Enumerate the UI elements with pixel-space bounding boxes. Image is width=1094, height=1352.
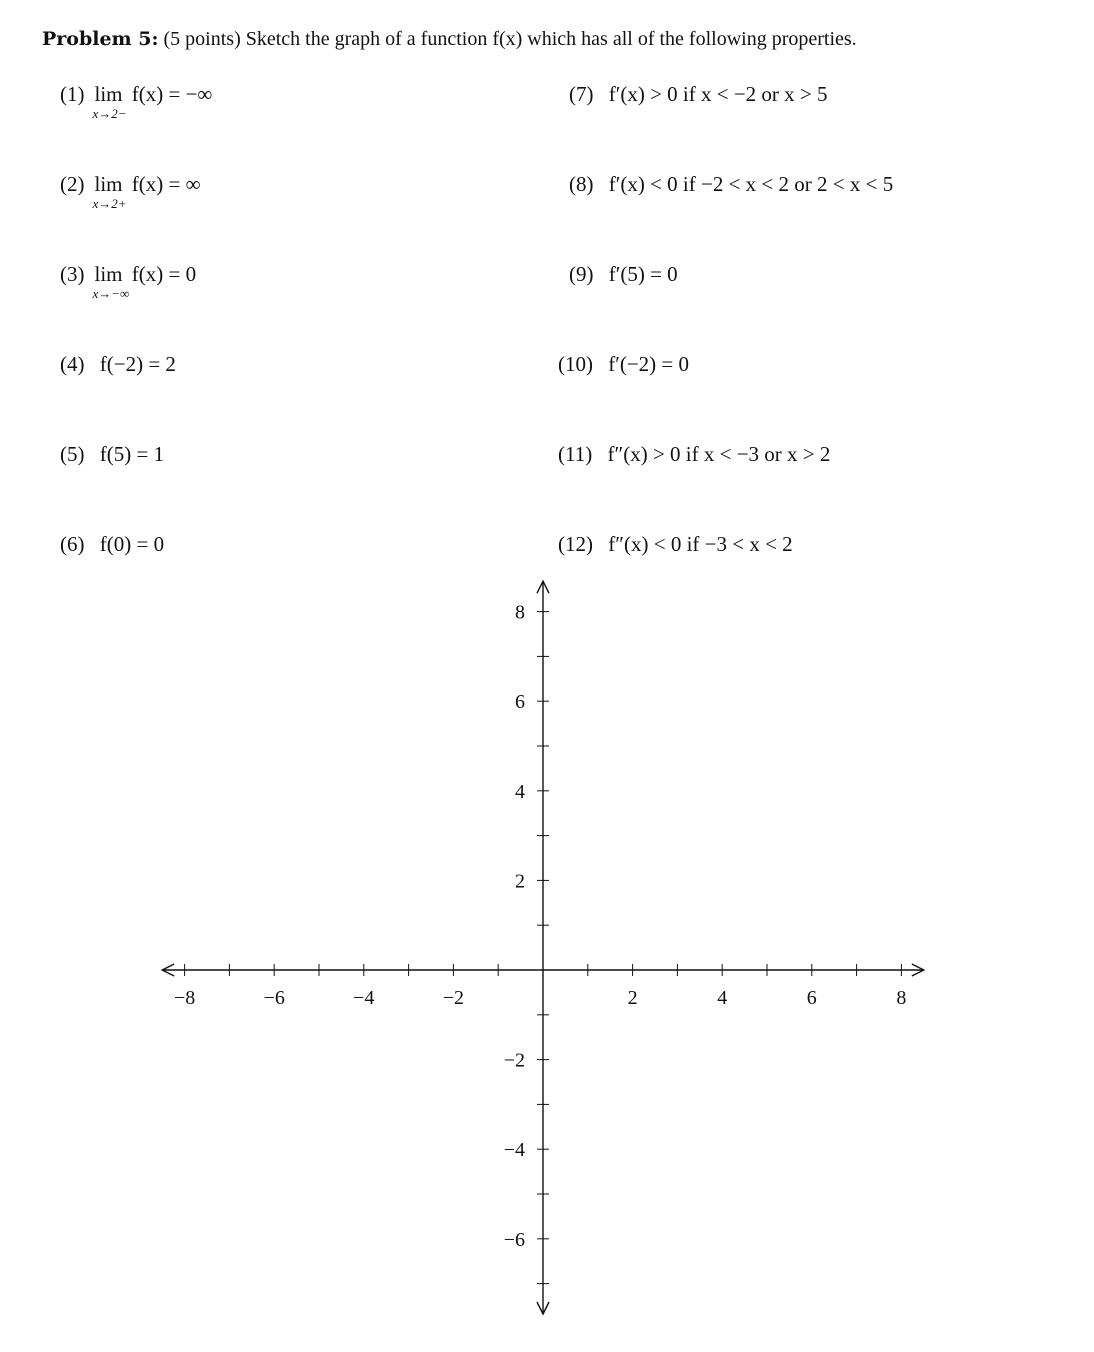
y-tick-label: 2 (515, 870, 525, 893)
x-tick-label: −8 (173, 987, 196, 1009)
property-number: (3) (60, 262, 85, 286)
property-number: (10) (558, 352, 593, 376)
property-expression: f′(x) < 0 if −2 < x < 2 or 2 < x < 5 (608, 172, 894, 196)
limit-operator: lim x→−∞ (92, 262, 130, 301)
property-number: (9) (569, 262, 594, 286)
property-expression: f(x) = 0 (131, 262, 197, 286)
property-number: (1) (60, 82, 85, 106)
property-number: (2) (60, 172, 85, 196)
x-tick-label: 6 (806, 987, 817, 1009)
property-expression: f′(−2) = 0 (608, 352, 690, 376)
property-number: (6) (60, 532, 85, 556)
property-expression: f′(5) = 0 (608, 262, 678, 286)
y-tick-label: −2 (503, 1049, 525, 1072)
property-expression: f(5) = 1 (99, 442, 165, 466)
limit-operator: lim x→2− (92, 82, 127, 121)
property-number: (5) (60, 442, 85, 466)
limit-subscript: x→2− (92, 106, 127, 121)
limit-subscript: x→−∞ (92, 286, 130, 301)
property-expression: f′(x) > 0 if x < −2 or x > 5 (608, 82, 828, 106)
property-number: (12) (558, 532, 593, 556)
x-tick-label: −6 (263, 987, 285, 1009)
x-tick-label: 4 (717, 987, 728, 1009)
property-number: (8) (569, 172, 594, 196)
property-number: (11) (558, 442, 593, 466)
x-tick-label: 2 (627, 987, 638, 1009)
y-tick-label: −4 (503, 1139, 525, 1162)
property-expression: f(−2) = 2 (99, 352, 176, 376)
property-expression: f(x) = −∞ (131, 82, 213, 106)
x-tick-label: −2 (442, 987, 465, 1009)
x-tick-label: −4 (353, 987, 375, 1009)
y-tick-label: 4 (515, 780, 525, 803)
problem-text: (5 points) Sketch the graph of a function f(x) which has all of the following properties. (163, 28, 857, 50)
limit-operator: lim x→2+ (92, 172, 127, 211)
x-tick-label: 8 (896, 987, 907, 1009)
property-expression: f″(x) < 0 if −3 < x < 2 (608, 532, 793, 556)
property-number: (4) (60, 352, 85, 376)
problem-label: Problem 5: (42, 28, 159, 50)
property-expression: f″(x) > 0 if x < −3 or x > 2 (607, 442, 831, 466)
property-number: (7) (569, 82, 594, 106)
property-expression: f(x) = ∞ (131, 172, 201, 196)
limit-subscript: x→2+ (92, 196, 127, 211)
y-tick-label: 8 (515, 601, 525, 624)
y-tick-label: 6 (515, 691, 525, 714)
property-expression: f(0) = 0 (99, 532, 165, 556)
y-tick-label: −6 (503, 1228, 525, 1251)
